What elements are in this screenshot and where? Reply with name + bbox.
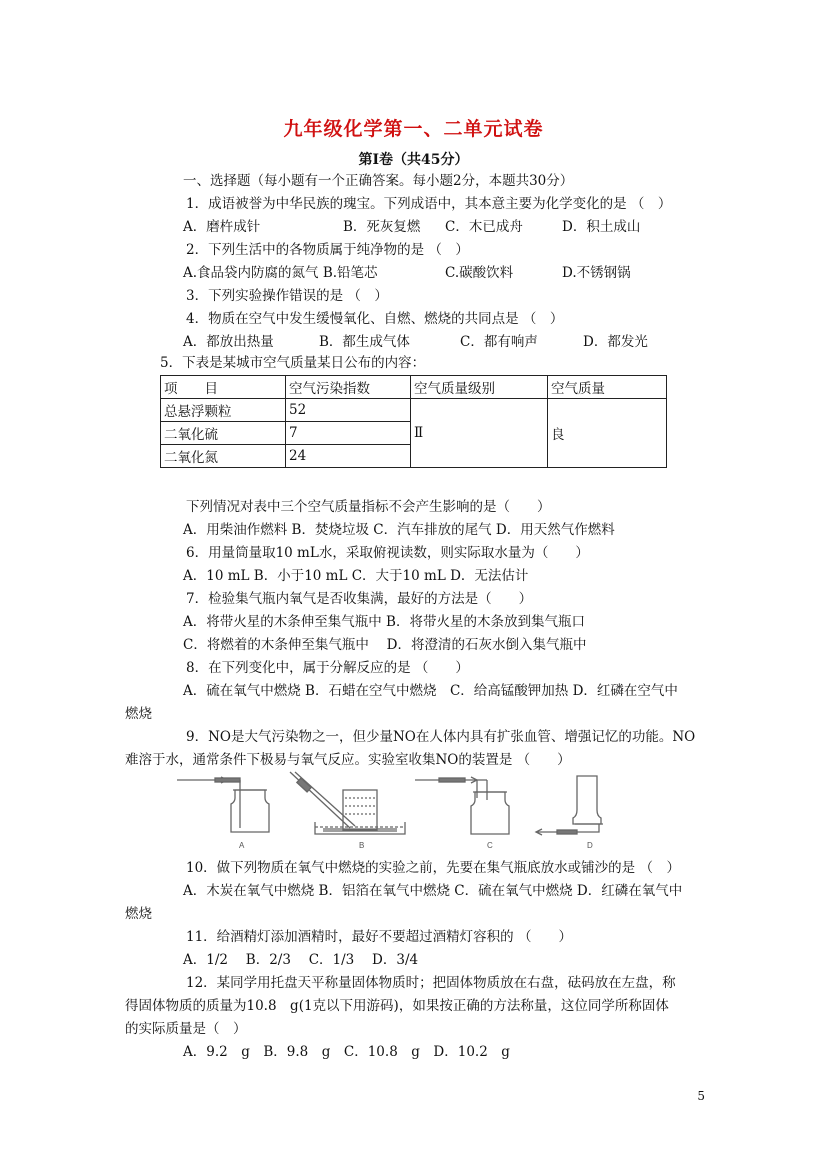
q7-stem: 7．检验集气瓶内氧气是否收集满，最好的方法是（ ） bbox=[186, 591, 533, 607]
q7-options-ab: A．将带火星的木条伸至集气瓶中 B．将带火星的木条放到集气瓶口 bbox=[183, 614, 585, 630]
q3-stem: 3．下列实验操作错误的是 （ ） bbox=[186, 288, 388, 304]
q2-stem: 2．下列生活中的各物质属于纯净物的是 （ ） bbox=[186, 242, 469, 258]
table-cell-index: 52 bbox=[286, 399, 411, 422]
table-cell-index: 7 bbox=[286, 422, 411, 445]
gas-collection-apparatus-figure bbox=[175, 770, 635, 850]
q12-line1: 12．某同学用托盘天平称量固体物质时；把固体物质放在右盘，砝码放在左盘，称 bbox=[186, 975, 676, 991]
q2-option-d: D.不锈钢锅 bbox=[562, 265, 631, 281]
q8-stem: 8．在下列变化中，属于分解反应的是 （ ） bbox=[186, 660, 469, 676]
q1-option-d: D．积土成山 bbox=[562, 219, 641, 235]
q5-stem: 5．下表是某城市空气质量某日公布的内容： bbox=[160, 355, 426, 371]
q10-stem: 10．做下列物质在氧气中燃烧的实验之前，先要在集气瓶底放水或铺沙的是 （ ） bbox=[186, 860, 680, 876]
table-header-row bbox=[161, 376, 667, 399]
apparatus-d bbox=[536, 776, 603, 835]
q10-options: A．木炭在氧气中燃烧 B．铝箔在氧气中燃烧 C．硫在氧气中燃烧 D．红磷在氧气中 bbox=[183, 883, 683, 899]
table-cell-item: 二氧化氮 bbox=[161, 445, 286, 468]
page-title: 九年级化学第一、二单元试卷 bbox=[283, 118, 544, 140]
q12-line2: 得固体物质的质量为10.8 g(1克以下用游码)，如果按正确的方法称量，这位同学所称固体 bbox=[125, 998, 669, 1014]
q4-option-a: A．都放出热量 bbox=[183, 334, 274, 350]
q1-option-c: C．木已成舟 bbox=[445, 219, 523, 235]
table-cell-level: Ⅱ bbox=[411, 399, 548, 468]
table-header-cell: 空气质量级别 bbox=[411, 376, 548, 399]
q12-options: A．9.2 g B．9.8 g C．10.8 g D．10.2 g bbox=[183, 1044, 510, 1060]
table-cell-quality: 良 bbox=[548, 399, 667, 468]
q5-options: A．用柴油作燃料 B．焚烧垃圾 C．汽车排放的尾气 D．用天然气作燃料 bbox=[183, 522, 615, 538]
table-cell-index: 24 bbox=[286, 445, 411, 468]
q11-options: A．1/2 B．2/3 C．1/3 D．3/4 bbox=[183, 952, 419, 968]
q2-option-c: C.碳酸饮料 bbox=[445, 265, 514, 281]
q9-line1: 9．NO是大气污染物之一，但少量NO在人体内具有扩张血管、增强记忆的功能。NO bbox=[186, 729, 696, 745]
q6-stem: 6．用量筒量取10 mL水，采取俯视读数，则实际取水量为（ ） bbox=[186, 545, 589, 561]
apparatus-c bbox=[415, 777, 509, 834]
q4-option-d: D．都发光 bbox=[583, 334, 648, 350]
q2-option-ab: A.食品袋内防腐的氮气 B.铅笔芯 bbox=[183, 265, 378, 281]
q4-option-b: B．都生成气体 bbox=[319, 334, 410, 350]
apparatus-b bbox=[290, 772, 405, 834]
table-cell-item: 总悬浮颗粒 bbox=[161, 399, 286, 422]
table-header-cell: 空气质量 bbox=[548, 376, 667, 399]
apparatus-label-a: A bbox=[239, 841, 245, 850]
q1-stem: 1．成语被誉为中华民族的瑰宝。下列成语中，其本意主要为化学变化的是 （ ） bbox=[186, 196, 672, 212]
q10-options-cont: 燃烧 bbox=[125, 906, 152, 922]
air-quality-table bbox=[160, 375, 667, 468]
page-number: 5 bbox=[697, 1089, 705, 1103]
table-header-cell: 项 目 bbox=[161, 376, 286, 399]
q12-line3: 的实际质量是（ ） bbox=[125, 1021, 247, 1037]
apparatus-label-d: D bbox=[587, 841, 593, 850]
q1-option-b: B．死灰复燃 bbox=[343, 219, 421, 235]
q4-stem: 4．物质在空气中发生缓慢氧化、自燃、燃烧的共同点是 （ ） bbox=[186, 311, 564, 327]
q8-options-cont: 燃烧 bbox=[125, 706, 152, 722]
apparatus-label-c: C bbox=[487, 841, 493, 850]
q5-question: 下列情况对表中三个空气质量指标不会产生影响的是（ ） bbox=[186, 499, 551, 515]
q1-option-a: A．磨杵成针 bbox=[183, 219, 261, 235]
q6-options: A．10 mL B．小于10 mL C．大于10 mL D．无法估计 bbox=[183, 568, 529, 584]
q7-options-cd: C．将燃着的木条伸至集气瓶中 D．将澄清的石灰水倒入集气瓶中 bbox=[183, 637, 587, 653]
q9-line2: 难溶于水，通常条件下极易与氧气反应。实验室收集NO的装置是 （ ） bbox=[125, 752, 571, 768]
apparatus-a bbox=[177, 777, 269, 832]
page-subtitle: 第Ⅰ卷（共45分） bbox=[358, 152, 469, 168]
q8-options: A．硫在氧气中燃烧 B．石蜡在空气中燃烧 C．给高锰酸钾加热 D．红磷在空气中 bbox=[183, 683, 678, 699]
apparatus-label-b: B bbox=[359, 841, 365, 850]
table-header-cell: 空气污染指数 bbox=[286, 376, 411, 399]
table-row bbox=[161, 399, 667, 422]
q11-stem: 11．给酒精灯添加酒精时，最好不要超过酒精灯容积的 （ ） bbox=[186, 929, 572, 945]
section-heading: 一、选择题（每小题有一个正确答案。每小题2分，本题共30分） bbox=[183, 173, 574, 189]
q4-option-c: C．都有响声 bbox=[460, 334, 538, 350]
table-cell-item: 二氧化硫 bbox=[161, 422, 286, 445]
